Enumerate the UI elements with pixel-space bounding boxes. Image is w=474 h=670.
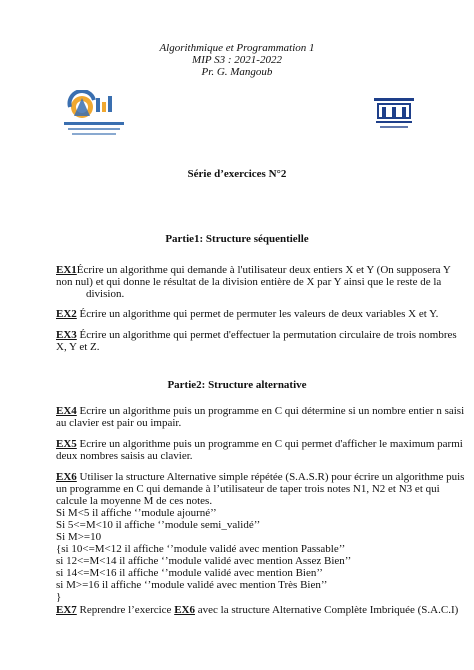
ex6-line2: un programme en C qui demande à l’utilisateur de taper trois notes N1, N2 et N3 et qui [56,483,440,495]
ex1-label: EX1 [56,264,77,276]
course-year: MIP S3 : 2021-2022 [192,54,282,66]
ex5-line2: deux nombres saisis au clavier. [56,450,193,462]
professor-name: Pr. G. Mangoub [201,66,273,78]
ex3-line1: EX3 Écrire un algorithme qui permet d'effectuer la permutation circulaire de trois nombres [56,329,457,341]
ex1-line1: EX1Écrire un algorithme qui demande à l'utilisateur deux entiers X et Y (On supposera Y [56,264,451,276]
university-logo [370,95,418,133]
ex6-line1: EX6 Utiliser la structure Alternative simple répétée (S.A.S.R) pour écrire un algorithme puis [56,471,465,483]
ex2-label: EX2 [56,308,77,320]
ex4-line1: EX4 Ecrire un algorithme puis un programme en C qui détermine si un nombre entier n saisi [56,405,465,417]
serie-title: Série d’exercices N°2 [187,168,287,180]
ex2-line: EX2 Écrire un algorithme qui permet de permuter les valeurs de deux variables X et Y. [56,308,439,320]
ex6-line3: calcule la moyenne M de ces notes. [56,495,213,507]
ex1-line2: non nul) et qui donne le résultat de la division entière de X par Y ainsi que le reste de la [56,276,442,288]
ex3-line2: X, Y et Z. [56,341,100,353]
ex6-rule: } [56,591,62,603]
ex4-line2: au clavier est pair ou impair. [56,417,182,429]
ex7-line: EX7 Reprendre l’exercice EX6 avec la structure Alternative Complète Imbriquée (S.A.C.I) [56,604,459,616]
ex4-label: EX4 [56,405,77,417]
ex6-label: EX6 [56,471,77,483]
ex6-rule: si M>=16 il affiche ‘’module validé avec mention Très Bien’’ [56,579,328,591]
partie2-title: Partie2: Structure alternative [167,379,307,391]
ex6-rule: Si M>=10 [56,531,102,543]
ex6-rule: Si M<5 il affiche ‘’module ajourné’’ [56,507,217,519]
partie1-title: Partie1: Structure séquentielle [165,233,309,245]
faculty-emblem-icon [60,90,130,140]
university-emblem-icon [370,95,418,133]
ex6-rule: {si 10<=M<12 il affiche ‘’module validé avec mention Passable’’ [56,543,346,555]
ex6-rule: si 12<=M<14 il affiche ‘’module validé avec mention Assez Bien’’ [56,555,352,567]
ex7-label: EX7 [56,604,77,616]
ex5-label: EX5 [56,438,77,450]
ex6-rule: Si 5<=M<10 il affiche ‘’module semi_validé’’ [56,519,261,531]
ex5-line1: EX5 Ecrire un algorithme puis un programme en C qui permet d'afficher le maximum parmi [56,438,463,450]
ex7-ref: EX6 [174,604,195,616]
ex6-rule: si 14<=M<16 il affiche ‘’module validé avec mention Bien’’ [56,567,323,579]
course-title: Algorithmique et Programmation 1 [159,42,315,54]
faculty-logo [60,90,130,140]
ex1-line3: division. [86,288,125,300]
ex3-label: EX3 [56,329,77,341]
